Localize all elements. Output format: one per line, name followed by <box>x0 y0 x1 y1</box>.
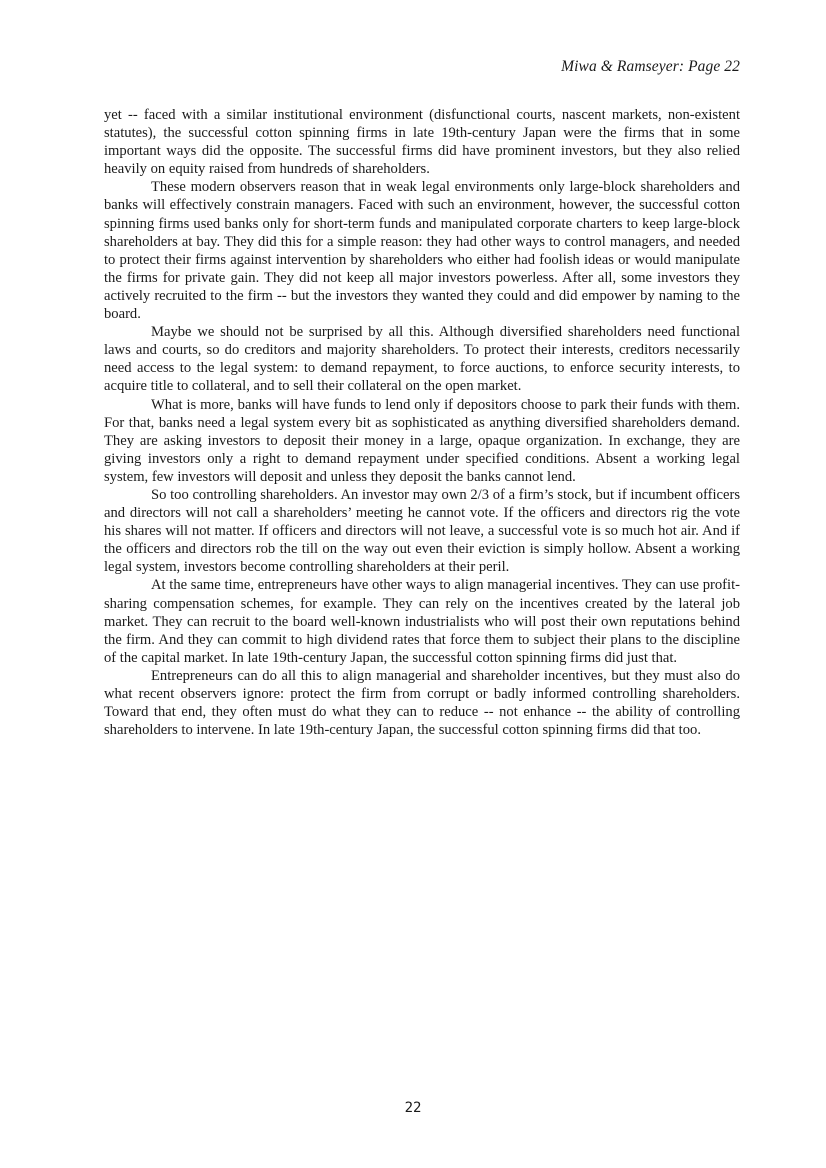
running-head: Miwa & Ramseyer: Page 22 <box>561 58 740 75</box>
page-number: 22 <box>404 1100 422 1116</box>
paragraph: So too controlling shareholders. An investor may own 2/3 of a firm’s stock, but if incumbent officers and directors will not call a shareholders’ meeting he cannot vote. If the officers and directors rig the vote his shares will not matter. If officers and directors will not leave, a successful vote is so much hot air. And if the officers and directors rob the till on the way out even their eviction is simply hollow. Absent a working legal system, investors become controlling shareholders at their peril. <box>104 486 740 576</box>
body-text <box>104 106 740 739</box>
paragraph: Entrepreneurs can do all this to align managerial and shareholder incentives, but they must also do what recent observers ignore: protect the firm from corrupt or badly informed controlling shareholders. Toward that end, they often must do what they can to reduce -- not enhance -- the ability of controlling shareholders to intervene. In late 19th-century Japan, the successful cotton spinning firms did that too. <box>104 667 740 739</box>
paragraph: yet -- faced with a similar institutional environment (disfunctional courts, nascent markets, non-existent statutes), the successful cotton spinning firms in late 19th-century Japan were the firms that in some important ways did the opposite. The successful firms did have prominent investors, but they also relied heavily on equity raised from hundreds of shareholders. <box>104 107 740 178</box>
paragraph: These modern observers reason that in weak legal environments only large-block shareholders and banks will effectively constrain managers. Faced with such an environment, however, the successful cotton spinning firms used banks only for short-term funds and manipulated corporate charters to keep large-block shareholders at bay. They did this for a simple reason: they had other ways to control managers, and needed to protect their firms against intervention by shareholders who either had foolish ideas or would manipulate the firms for private gain. They did not keep all major investors powerless. After all, some investors they actively recruited to the firm -- but the investors they wanted they could and did empower by naming to the board. <box>104 179 740 323</box>
paragraph: Maybe we should not be surprised by all this. Although diversified shareholders need functional laws and courts, so do creditors and majority shareholders. To protect their interests, creditors necessarily need access to the legal system: to demand repayment, to force auctions, to enforce security interests, to acquire title to collateral, and to sell their collateral on the open market. <box>104 324 740 395</box>
paragraph: At the same time, entrepreneurs have other ways to align managerial incentives. They can use profit-sharing compensation schemes, for example. They can rely on the incentives created by the lateral job market. They can recruit to the board well-known industrialists who will post their own reputations behind the firm. And they can commit to high dividend rates that force them to subject their plans to the discipline of the capital market. In late 19th-century Japan, the successful cotton spinning firms did just that. <box>104 577 740 666</box>
paragraph: What is more, banks will have funds to lend only if depositors choose to park their funds with them. For that, banks need a legal system every bit as sophisticated as anything diversified shareholders demand. They are asking investors to deposit their money in a large, opaque organization. In exchange, they are giving investors only a right to demand repayment under specified conditions. Absent a working legal system, few investors will deposit and unless they deposit the banks cannot lend. <box>104 396 740 485</box>
